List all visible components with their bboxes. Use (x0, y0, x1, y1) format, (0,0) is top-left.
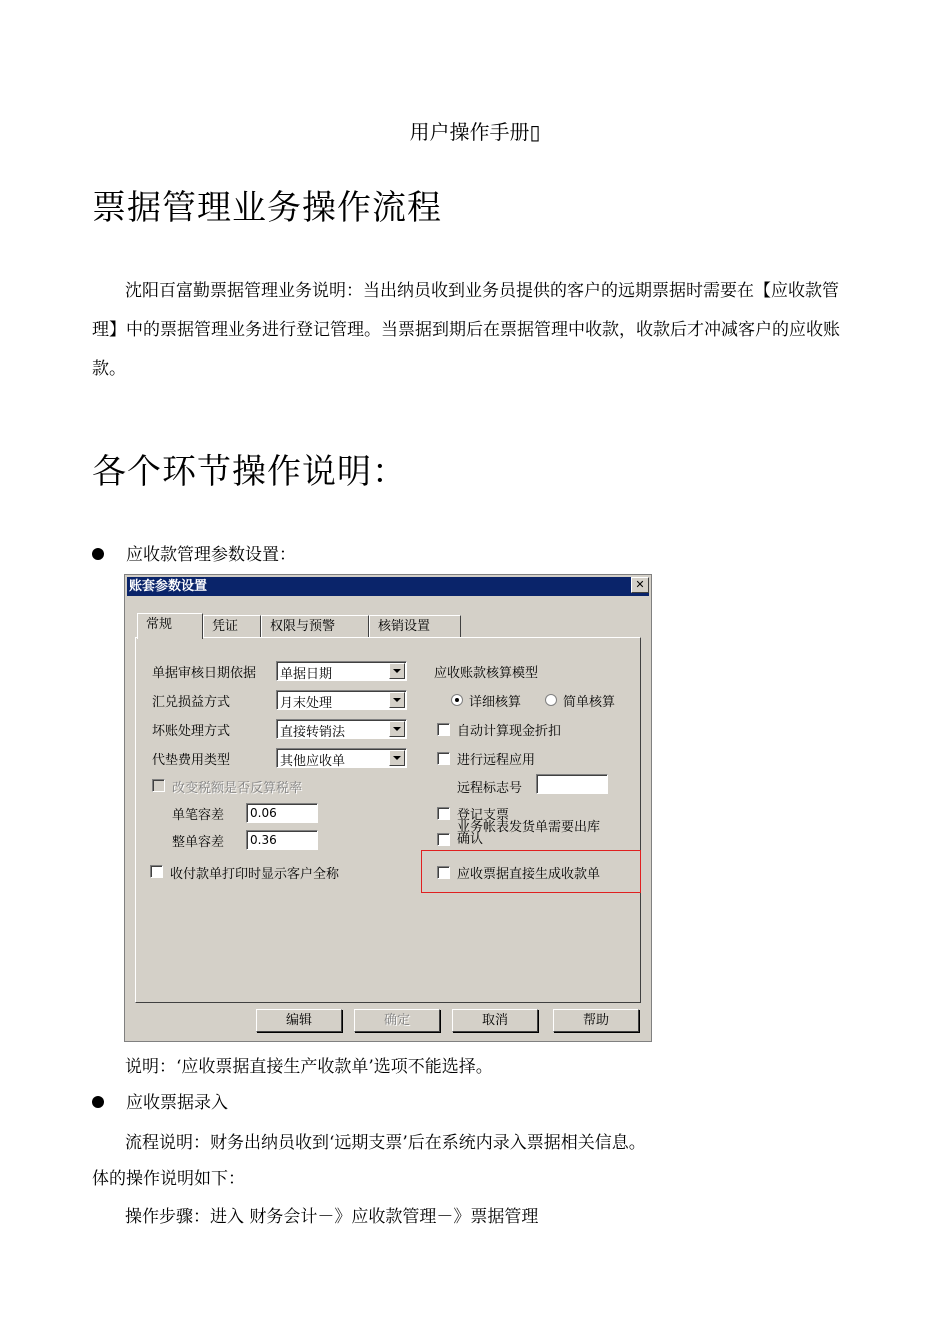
operation-steps: 操作步骤：进入 财务会计－》应收款管理－》票据管理 (125, 1207, 539, 1227)
account-params-dialog (124, 574, 652, 1042)
dialog-caption: 说明：‘应收票据直接生产收款单’选项不能选择。 (125, 1057, 493, 1077)
advance-fee-select[interactable] (276, 748, 407, 768)
register-check-checkbox[interactable] (437, 807, 450, 820)
tab-general[interactable]: 常规 (137, 613, 203, 639)
biz-report-line2: 确认 (457, 832, 484, 847)
register-check-label: 登记支票 (457, 808, 510, 823)
bad-debt-value: 直接转销法 (280, 725, 346, 740)
exchange-method-value: 月末处理 (280, 696, 333, 711)
biz-report-label (457, 822, 600, 846)
section-title-steps: 各个环节操作说明： (92, 452, 407, 492)
chevron-down-icon[interactable] (389, 750, 405, 766)
detail-radio-label: 详细核算 (469, 695, 522, 710)
chevron-down-icon[interactable] (389, 663, 405, 679)
single-tolerance-label: 单笔容差 (172, 808, 225, 823)
bullet-item (92, 1088, 228, 1113)
change-tax-label: 改变税额是否反算税率 (172, 781, 303, 796)
single-tolerance-field[interactable]: 0.06 (246, 803, 318, 823)
biz-report-checkbox[interactable] (437, 833, 450, 846)
page-header: 用户操作手册▯ (409, 120, 541, 144)
advance-fee-label: 代垫费用类型 (152, 753, 231, 768)
biz-report-line1: 业务帐表发货单需要出库 (457, 820, 601, 835)
bill-direct-checkbox[interactable] (437, 866, 450, 879)
remote-checkbox[interactable] (437, 752, 450, 765)
bad-debt-label: 坏账处理方式 (152, 724, 231, 739)
model-label: 应收账款核算模型 (434, 666, 539, 681)
chevron-down-icon[interactable] (389, 692, 405, 708)
tab-writeoff[interactable]: 核销设置 (369, 615, 461, 637)
tab-permissions[interactable]: 权限与预警 (261, 615, 369, 637)
auto-discount-checkbox[interactable] (437, 723, 450, 736)
close-icon[interactable]: ✕ (631, 577, 649, 593)
advance-fee-value: 其他应收单 (280, 754, 346, 769)
edit-button[interactable]: 编辑 (256, 1009, 342, 1032)
print-fullname-label: 收付款单打印时显示客户全称 (170, 867, 340, 882)
auto-discount-label: 自动计算现金折扣 (457, 724, 562, 739)
chevron-down-icon[interactable] (389, 721, 405, 737)
bullet-label: 应收款管理参数设置： (126, 545, 296, 565)
review-date-label: 单据审核日期依据 (152, 666, 257, 681)
flow-description: 流程说明：财务出纳员收到‘远期支票’后在系统内录入票据相关信息。 (125, 1133, 646, 1153)
tab-voucher[interactable]: 凭证 (203, 615, 261, 637)
total-tolerance-field[interactable]: 0.36 (246, 830, 318, 850)
remote-label: 进行远程应用 (457, 753, 536, 768)
cancel-button[interactable]: 取消 (452, 1009, 538, 1032)
bullet-icon (92, 1096, 104, 1108)
section-title-process: 票据管理业务操作流程 (92, 188, 442, 228)
dialog-titlebar: 账套参数设置 (127, 577, 649, 596)
bill-direct-label: 应收票据直接生成收款单 (457, 867, 601, 882)
remote-id-field[interactable] (536, 774, 608, 794)
tab-panel-general (135, 637, 641, 1003)
exchange-method-label: 汇兑损益方式 (152, 695, 231, 710)
remote-id-label: 远程标志号 (457, 781, 523, 796)
bullet-label: 应收票据录入 (126, 1093, 228, 1113)
process-description: 沈阳百富勤票据管理业务说明：当出纳员收到业务员提供的客户的远期票据时需要在【应收款管理】中的票据管理业务进行登记管理。当票据到期后在票据管理中收款，收款后才冲减客户的应收账款。 (92, 281, 840, 379)
bullet-icon (92, 548, 104, 560)
detail-intro: 体的操作说明如下： (92, 1169, 245, 1189)
detail-radio[interactable] (451, 694, 463, 706)
help-button[interactable]: 帮助 (553, 1009, 639, 1032)
simple-radio-label: 简单核算 (563, 695, 616, 710)
simple-radio[interactable] (545, 694, 557, 706)
ok-button[interactable]: 确定 (354, 1009, 440, 1032)
review-date-select[interactable] (276, 661, 407, 681)
print-fullname-checkbox[interactable] (150, 865, 163, 878)
exchange-method-select[interactable] (276, 690, 407, 710)
bad-debt-select[interactable] (276, 719, 407, 739)
total-tolerance-label: 整单容差 (172, 835, 225, 850)
change-tax-checkbox (152, 779, 165, 792)
bullet-item (92, 540, 296, 565)
review-date-value: 单据日期 (280, 667, 333, 682)
